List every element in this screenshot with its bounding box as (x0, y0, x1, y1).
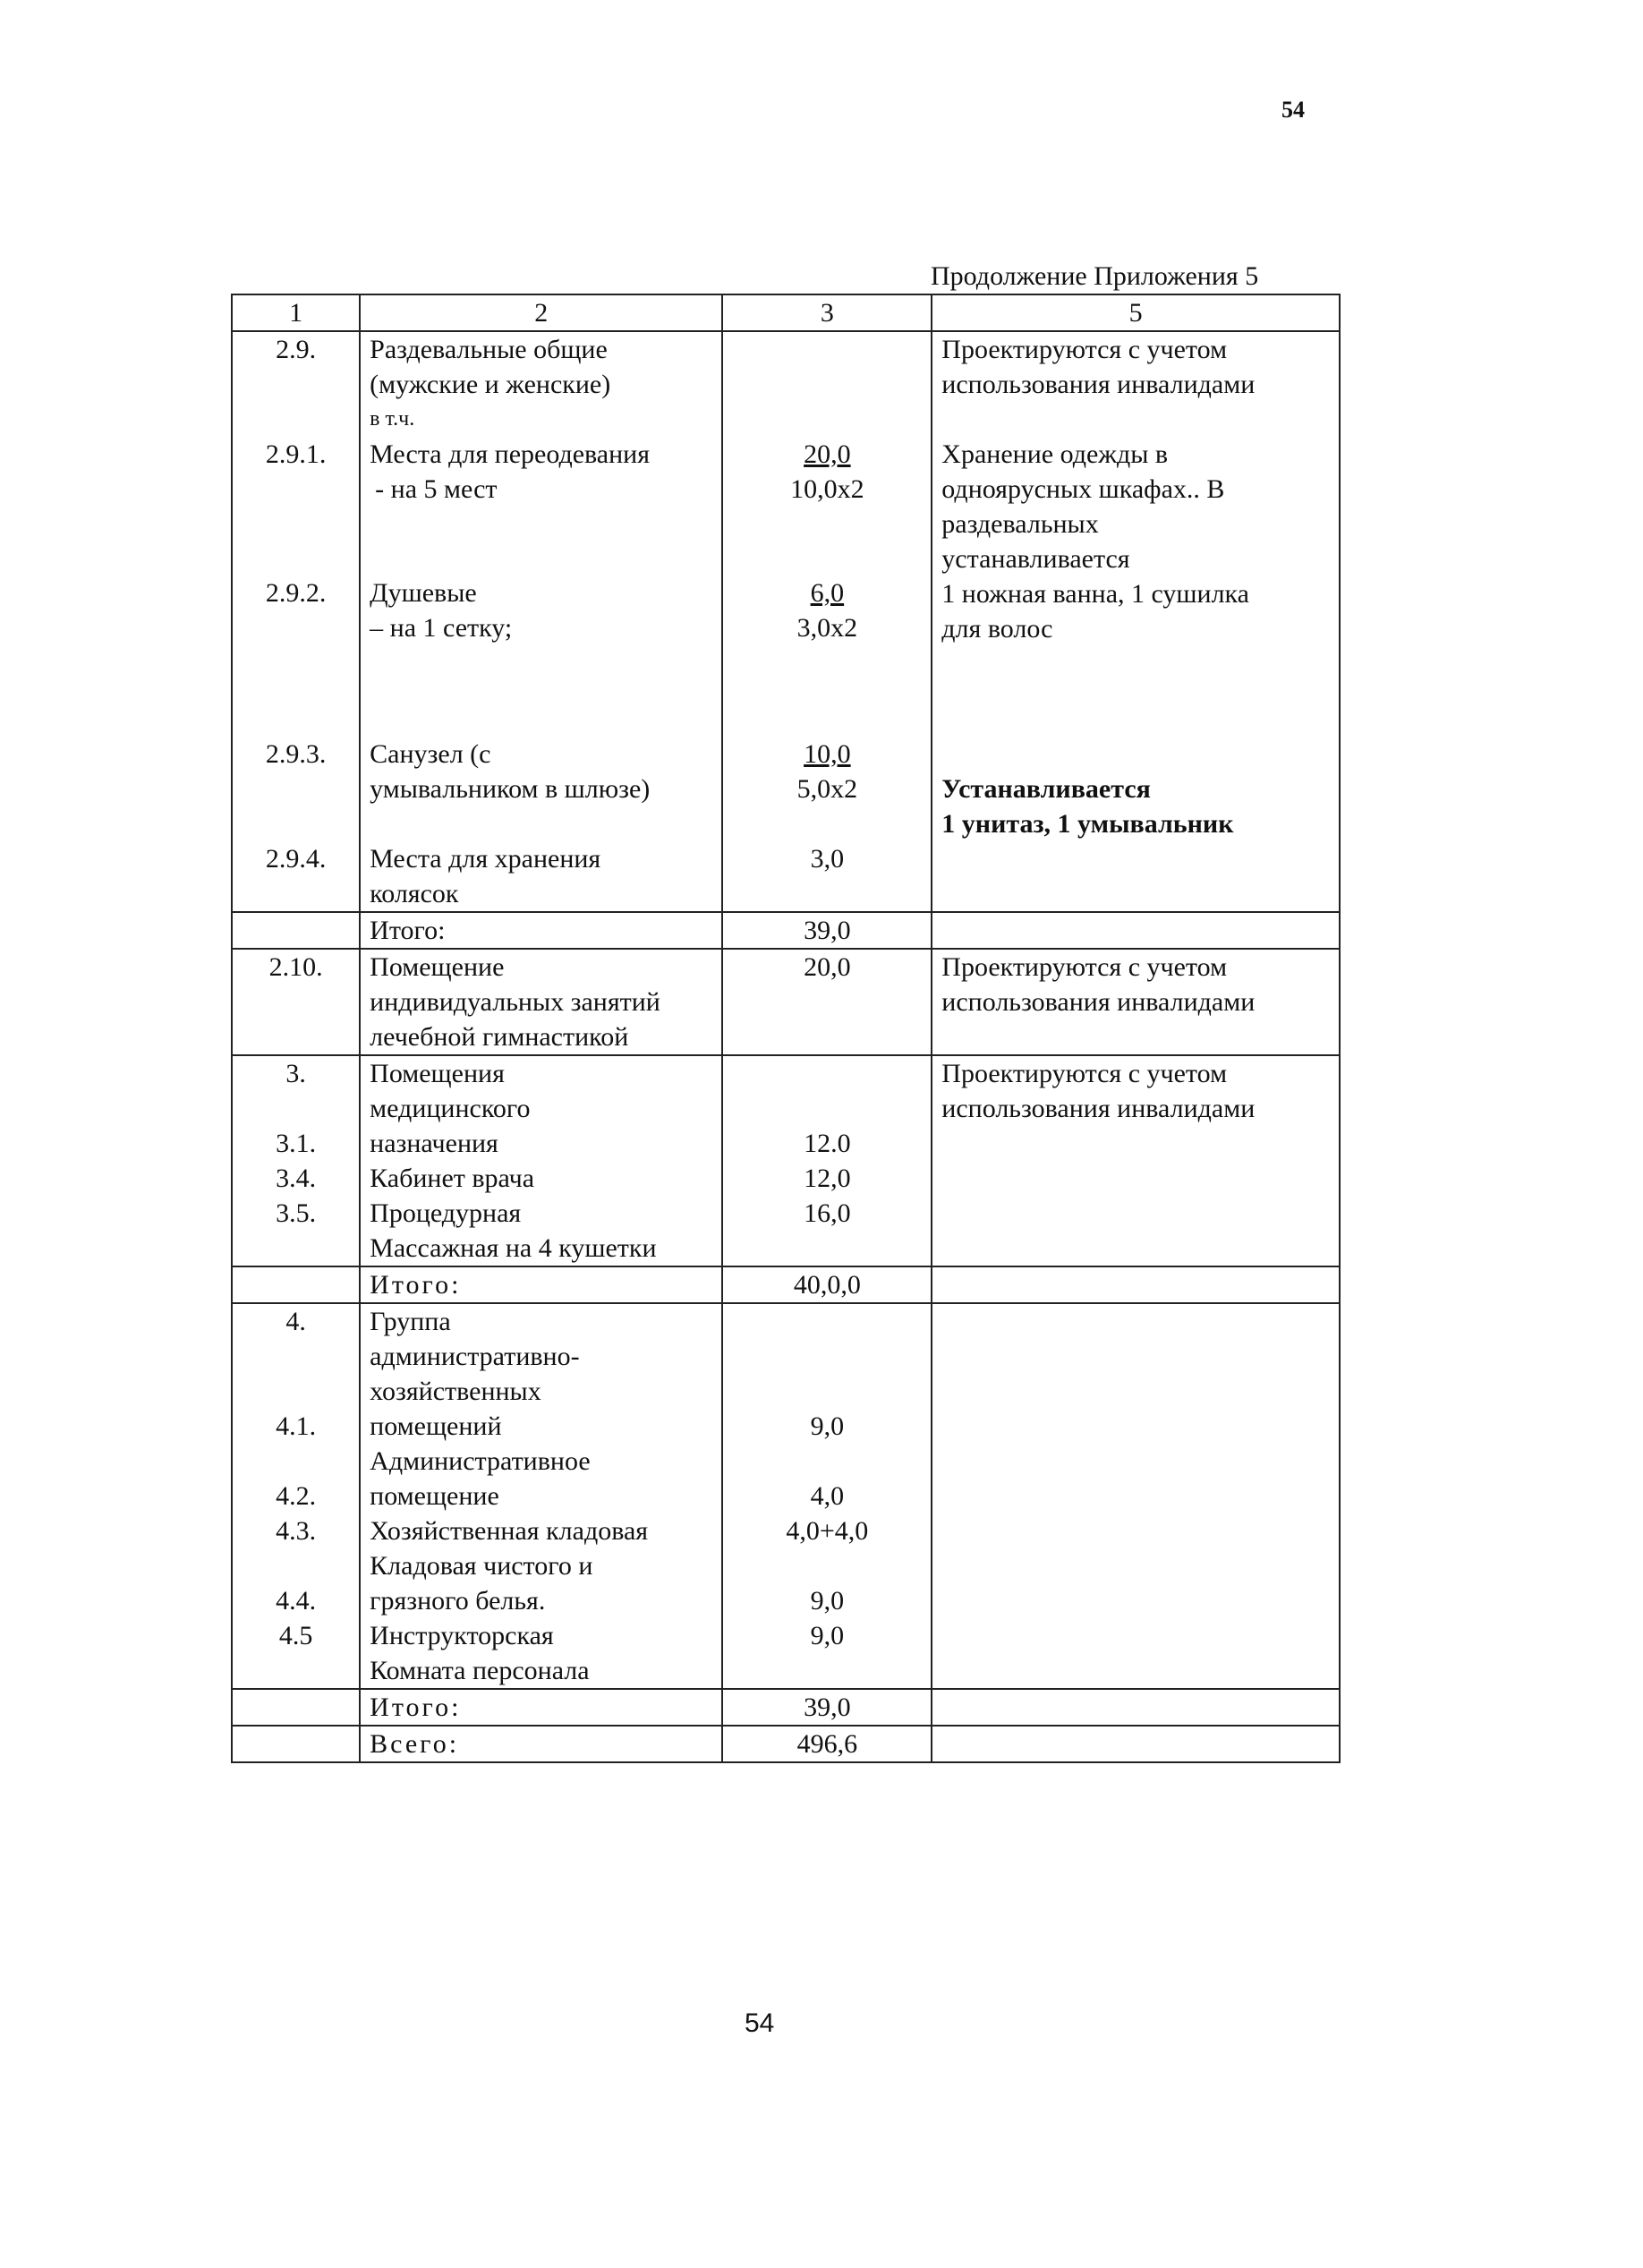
row-area: 3,0 (722, 841, 932, 912)
row-note: Проектируются с учетом использования инвалидами (932, 1055, 1340, 1266)
table-row (232, 737, 1340, 841)
row-number: 2.9.3. (232, 737, 360, 841)
row-area (722, 331, 932, 437)
row-area: 9,0 4,0 4,0+4,0 9,0 9,0 (722, 1303, 932, 1689)
table-row (232, 331, 1340, 437)
subtotal-label: Итого: (360, 912, 722, 949)
rooms-table (231, 294, 1341, 1763)
row-number: 4. 4.1. 4.2. 4.3. 4.4. 4.5 (232, 1303, 360, 1689)
row-name: Группа административно- хозяйственных помещений Административное помещение Хозяйственная кладовая Кладовая чистого и грязного белья. Инструкторская Комната персонала (360, 1303, 722, 1689)
row-number: 2.9.2. (232, 507, 360, 737)
grand-total-label: Всего: (360, 1726, 722, 1762)
subtotal-area: 39,0 (722, 912, 932, 949)
table-row (232, 1055, 1340, 1266)
subtotal-area: 39,0 (722, 1689, 932, 1726)
table-header-row (232, 294, 1340, 331)
row-number: 2.9.1. (232, 437, 360, 507)
grand-total-area: 496,6 (722, 1726, 932, 1762)
header-col-1: 1 (232, 294, 360, 331)
table-row (232, 1303, 1340, 1689)
row-number: 2.9. (232, 331, 360, 437)
row-name: Раздевальные общие (мужские и женские) в т.ч. (360, 331, 722, 437)
table-row (232, 841, 1340, 912)
subtotal-area: 40,0,0 (722, 1266, 932, 1303)
table-row (232, 437, 1340, 507)
row-area: 10,0 5,0х2 (722, 737, 932, 841)
row-note (932, 1303, 1340, 1689)
row-area: 6,0 3,0х2 (722, 507, 932, 737)
header-col-3: 3 (722, 294, 932, 331)
row-note: Проектируются с учетом использования инвалидами (932, 331, 1340, 437)
subtotal-row (232, 912, 1340, 949)
table-caption: Продолжение Приложения 5 (931, 261, 1259, 291)
subtotal-label: Итого: (360, 1266, 722, 1303)
table-row (232, 949, 1340, 1055)
row-number: 3. 3.1. 3.4. 3.5. (232, 1055, 360, 1266)
grand-total-row (232, 1726, 1340, 1762)
row-area: 20,0 (722, 949, 932, 1055)
row-note: Проектируются с учетом использования инвалидами (932, 949, 1340, 1055)
header-col-5: 5 (932, 294, 1340, 331)
row-area: 20,0 10,0х2 (722, 437, 932, 507)
row-note: Устанавливается 1 унитаз, 1 умывальник (932, 737, 1340, 841)
row-name: Санузел (с умывальником в шлюзе) (360, 737, 722, 841)
row-name: Места для хранения колясок (360, 841, 722, 912)
header-col-2: 2 (360, 294, 722, 331)
row-name: Помещение индивидуальных занятий лечебной гимнастикой (360, 949, 722, 1055)
row-name: Душевые – на 1 сетку; (360, 507, 722, 737)
subtotal-label: Итого: (360, 1689, 722, 1726)
page-number-top: 54 (1281, 97, 1305, 123)
row-area: 12.0 12,0 16,0 (722, 1055, 932, 1266)
row-note: Хранение одежды в одноярусных шкафах.. В раздевальных устанавливается 1 ножная ванна, 1 сушилка для волос (932, 437, 1340, 737)
row-number: 2.9.4. (232, 841, 360, 912)
subtotal-row (232, 1689, 1340, 1726)
row-number: 2.10. (232, 949, 360, 1055)
row-name: Места для переодевания - на 5 мест (360, 437, 722, 507)
row-note (932, 841, 1340, 912)
subtotal-row (232, 1266, 1340, 1303)
page-number-bottom: 54 (745, 2008, 775, 2038)
row-name: Помещения медицинского назначения Кабинет врача Процедурная Массажная на 4 кушетки (360, 1055, 722, 1266)
